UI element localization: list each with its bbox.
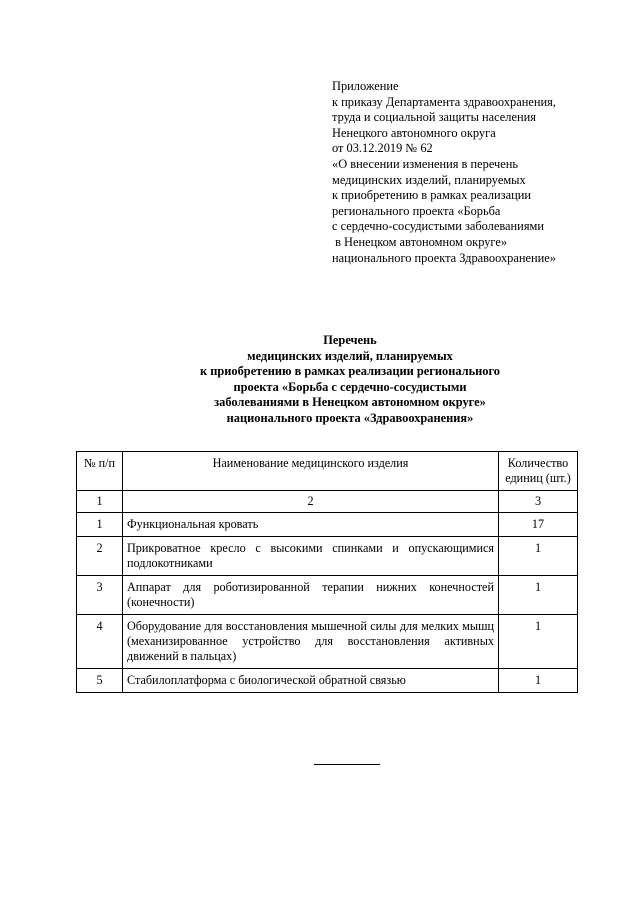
row-quantity: 17 bbox=[499, 513, 578, 537]
appendix-line: медицинских изделий, планируемых bbox=[332, 172, 526, 187]
row-device-name: Прикроватное кресло с высокими спинками и опускающимися подлокотниками bbox=[123, 537, 499, 576]
column-index: 1 bbox=[77, 491, 123, 513]
document-title bbox=[100, 333, 600, 427]
title-line: национального проекта «Здравоохранения» bbox=[226, 410, 474, 425]
title-line: заболеваниями в Ненецком автономном округе» bbox=[214, 395, 486, 410]
appendix-line: труда и социальной защиты населения bbox=[332, 110, 536, 125]
header-name: Наименование медицинского изделия bbox=[123, 452, 499, 491]
table-header-row bbox=[77, 452, 578, 491]
row-device-name: Оборудование для восстановления мышечной силы для мелких мышц (механизированное устройство для восстановления активных движений в пальцах) bbox=[123, 615, 499, 669]
appendix-line: в Ненецком автономном округе» bbox=[332, 234, 508, 249]
appendix-line: Приложение bbox=[332, 79, 399, 93]
column-index: 2 bbox=[123, 491, 499, 513]
appendix-line: к приобретению в рамках реализации bbox=[332, 188, 531, 203]
title-line: к приобретению в рамках реализации регионального bbox=[200, 364, 500, 379]
table-row bbox=[77, 537, 578, 576]
appendix-line: национального проекта Здравоохранение» bbox=[332, 250, 556, 265]
appendix-line: от 03.12.2019 № 62 bbox=[332, 141, 433, 156]
column-index-row bbox=[77, 491, 578, 513]
row-number: 3 bbox=[77, 576, 123, 615]
row-quantity: 1 bbox=[499, 615, 578, 669]
row-device-name: Функциональная кровать bbox=[123, 513, 499, 537]
appendix-line: регионального проекта «Борьба bbox=[332, 203, 501, 218]
row-number: 1 bbox=[77, 513, 123, 537]
table-row bbox=[77, 513, 578, 537]
appendix-line: Ненецкого автономного округа bbox=[332, 125, 496, 140]
table-row bbox=[77, 615, 578, 669]
row-quantity: 1 bbox=[499, 576, 578, 615]
row-number: 2 bbox=[77, 537, 123, 576]
column-index: 3 bbox=[499, 491, 578, 513]
table-row bbox=[77, 576, 578, 615]
devices-table bbox=[76, 451, 578, 693]
appendix-block bbox=[332, 79, 622, 266]
title-line: медицинских изделий, планируемых bbox=[247, 348, 453, 363]
footer-divider bbox=[314, 764, 380, 765]
row-device-name: Аппарат для роботизированной терапии нижних конечностей (конечности) bbox=[123, 576, 499, 615]
header-quantity: Количество единиц (шт.) bbox=[499, 452, 578, 491]
header-number: № п/п bbox=[77, 452, 123, 491]
appendix-line: с сердечно-сосудистыми заболеваниями bbox=[332, 219, 544, 234]
appendix-line: «О внесении изменения в перечень bbox=[332, 156, 519, 171]
row-number: 4 bbox=[77, 615, 123, 669]
row-device-name: Стабилоплатформа с биологической обратной связью bbox=[123, 669, 499, 693]
row-quantity: 1 bbox=[499, 537, 578, 576]
appendix-line: к приказу Департамента здравоохранения, bbox=[332, 94, 556, 109]
table-row bbox=[77, 669, 578, 693]
title-line: Перечень bbox=[323, 333, 377, 347]
title-line: проекта «Борьба с сердечно-сосудистыми bbox=[233, 379, 467, 394]
row-number: 5 bbox=[77, 669, 123, 693]
row-quantity: 1 bbox=[499, 669, 578, 693]
